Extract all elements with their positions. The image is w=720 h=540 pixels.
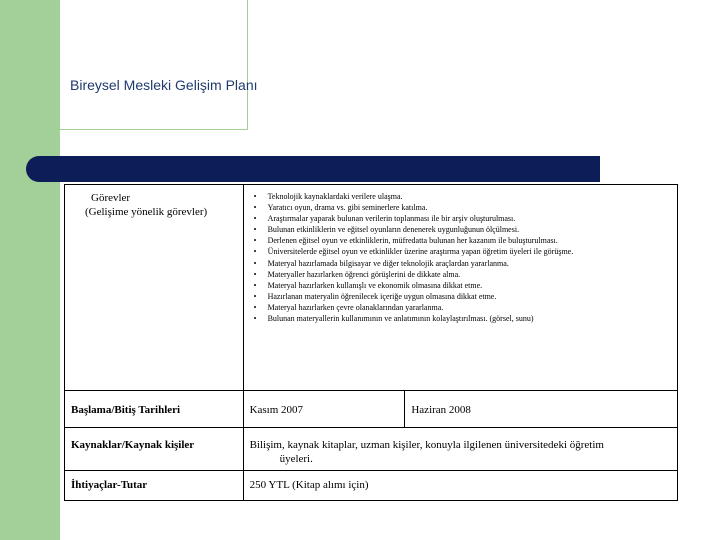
goal-item: • Materyaller hazırlarken öğrenci görüşlerini de dikkate alma. (248, 269, 673, 280)
resources-row (65, 428, 678, 471)
needs-label: İhtiyaçlar-Tutar (65, 471, 244, 501)
resources-value: Bilişim, kaynak kitaplar, uzman kişiler, konuyla ilgilenen üniversitedeki öğretim (249, 439, 604, 451)
goal-item: • Üniversitelerde eğitsel oyun ve etkinlikler üzerine araştırma yapan öğretim üyeleri ile görüşme. (248, 246, 673, 257)
goal-item: • Derlenen eğitsel oyun ve etkinliklerin, müfredatta bulunan her kazanım ile buluşturulması. (248, 235, 673, 246)
header-bar (26, 156, 600, 182)
title-frame (60, 0, 248, 130)
plan-table (64, 184, 678, 501)
needs-row (65, 471, 678, 501)
goals-sublabel: (Gelişime yönelik görevler) (85, 206, 208, 218)
start-date: Kasım 2007 (243, 391, 405, 428)
end-date: Haziran 2008 (405, 391, 678, 428)
goal-item: • Bulunan etkinliklerin ve eğitsel oyunların denenerek uygunluğunun ölçülmesi. (248, 224, 673, 235)
goals-label-cell (65, 185, 244, 391)
needs-value: 250 YTL (Kitap alımı için) (243, 471, 677, 501)
goal-item: • Araştırmalar yaparak bulunan verilerin toplanması ile bir arşiv oluşturulması. (248, 213, 673, 224)
goals-list (248, 191, 673, 324)
goals-label: Görevler (91, 192, 131, 204)
goals-content-cell (243, 185, 677, 391)
dates-row (65, 391, 678, 428)
goal-item: • Yaratıcı oyun, drama vs. gibi seminerlere katılma. (248, 202, 673, 213)
goals-row (65, 185, 678, 391)
left-accent-band (0, 0, 60, 540)
goal-item: • Materyal hazırlarken kullanışlı ve ekonomik olmasına dikkat etme. (248, 280, 673, 291)
page-title: Bireysel Mesleki Gelişim Planı (70, 77, 258, 93)
goal-item: • Teknolojik kaynaklardaki verilere ulaşma. (248, 191, 673, 202)
resources-label: Kaynaklar/Kaynak kişiler (65, 428, 244, 471)
goal-item: • Materyal hazırlamada bilgisayar ve diğer teknolojik araçlardan yararlanma. (248, 258, 673, 269)
dates-label: Başlama/Bitiş Tarihleri (65, 391, 244, 428)
goal-item: • Materyal hazırlarken çevre olanaklarından yararlanma. (248, 302, 673, 313)
resources-value-cell (243, 428, 677, 471)
goal-item: • Hazırlanan materyalin öğrenilecek içeriğe uygun olmasına dikkat etme. (248, 291, 673, 302)
goal-item: • Bulunan materyallerin kullanımının ve anlatımının kolaylaştırılması. (görsel, sunu) (248, 313, 673, 324)
resources-value-cont: üyeleri. (279, 453, 313, 465)
